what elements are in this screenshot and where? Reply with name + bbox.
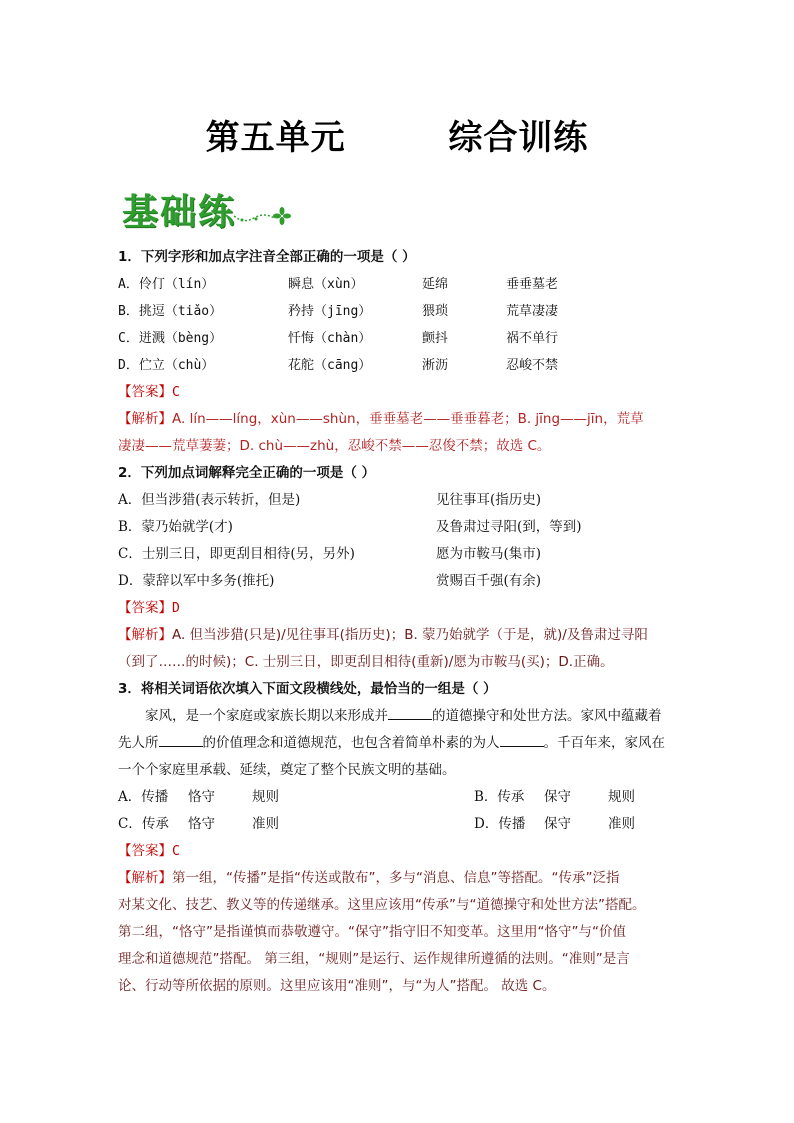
- q3-explanation: [118, 865, 708, 892]
- fill-blank-3[interactable]: [500, 730, 544, 747]
- answer-value: D: [172, 601, 180, 616]
- section-label: 基础练: [122, 192, 237, 233]
- q3-explanation-cont: 对某文化、技艺、教义等的传递继承。这里应该用“传承”与“道德操守和处世方法”搭配。: [118, 897, 646, 913]
- q3-option-row: [118, 811, 708, 838]
- q3-a-1: A．传播: [118, 789, 169, 805]
- q2-explanation-cont: （到了……的时候)；C. 士别三日，即更刮目相待(重新)/愿为市鞍马(买)；D.正确。: [118, 654, 614, 670]
- q1-option-row: [118, 352, 708, 379]
- passage-text: 的道德操守和处世方法。家风中蕴藏着: [432, 708, 662, 724]
- spacer: [394, 811, 474, 838]
- q1-a-2: 瞬息（xùn）: [288, 277, 364, 292]
- q2-b-1: B．蒙乃始就学(才): [118, 519, 233, 535]
- q3-a-2: 恪守: [188, 789, 215, 805]
- answer-value: C: [172, 844, 180, 859]
- answer-label: 【答案】: [118, 843, 172, 859]
- answer-value: C: [172, 385, 180, 400]
- passage-text: 。千百年来，家风在: [543, 735, 665, 751]
- q3-b-3: 规则: [608, 789, 635, 805]
- q1-explanation-cont: 凄凄——荒草萋萋；D. chù——zhù，忍峻不禁——忍俊不禁；故选 C。: [118, 438, 551, 454]
- q2-option-row: [118, 514, 708, 541]
- q3-option-row: [118, 784, 708, 811]
- passage-text: 的价值理念和道德规范，也包含着简单朴素的为人: [202, 735, 500, 751]
- q1-option-row: [118, 271, 708, 298]
- q2-c-1: C．士别三日，即更刮目相待(另，另外): [118, 546, 355, 562]
- q3-answer: [118, 838, 708, 865]
- q3-passage-line: [118, 730, 708, 757]
- q1-c-3: 颤抖: [422, 331, 449, 346]
- answer-label: 【答案】: [118, 384, 172, 400]
- q2-option-row: [118, 568, 708, 595]
- q1-d-3: 淅沥: [422, 358, 449, 373]
- q3-b-1: B．传承: [474, 789, 525, 805]
- q3-explanation-cont: 第二组，“恪守”是指谨慎而恭敬遵守。“保守”指守旧不知变革。这里用“恪守”与“价值: [118, 924, 626, 940]
- q3-passage-line: [118, 703, 708, 730]
- question-1-stem: 1．下列字形和加点字注音全部正确的一项是（ ）: [118, 249, 416, 265]
- vine-decoration-icon: [232, 204, 292, 228]
- page-title: 第五单元 综合训练: [205, 118, 589, 158]
- passage-text: 家风，是一个家庭或家族长期以来形成并: [145, 708, 388, 724]
- q1-d-4: 忍峻不禁: [506, 358, 559, 373]
- q3-a-3: 规则: [252, 789, 279, 805]
- answer-label: 【答案】: [118, 600, 172, 616]
- explain-label: 【解析】: [118, 411, 172, 427]
- explain-label: 【解析】: [118, 870, 172, 886]
- q3-b-2: 保守: [544, 789, 571, 805]
- q1-b-1: B．挑逗（tiǎo）: [118, 304, 223, 319]
- q1-a-3: 延绵: [422, 277, 449, 292]
- q1-explanation: [118, 406, 708, 433]
- explain-text: A. lín——líng，xùn——shùn，垂垂墓老——垂垂暮老；B. jīng——jīn，荒草: [172, 411, 644, 427]
- q3-d-2: 保守: [544, 816, 571, 832]
- q1-c-4: 祸不单行: [506, 331, 559, 346]
- q2-d-2: 赏赐百千强(有余): [436, 573, 542, 589]
- q1-a-1: A．伶仃（lín）: [118, 277, 215, 292]
- explain-label: 【解析】: [118, 627, 172, 643]
- q1-d-1: D．伫立（chù）: [118, 358, 215, 373]
- q2-answer: [118, 595, 708, 622]
- q1-option-row: [118, 325, 708, 352]
- q3-c-1: C．传承: [118, 816, 169, 832]
- fill-blank-1[interactable]: [388, 703, 432, 720]
- q2-a-1: A．但当涉猎(表示转折，但是): [118, 492, 301, 508]
- fill-blank-2[interactable]: [159, 730, 203, 747]
- q3-d-1: D．传播: [474, 816, 526, 832]
- explain-text: A. 但当涉猎(只是)/见往事耳(指历史)；B. 蒙乃始就学（于是，就)/及鲁肃过寻阳: [172, 627, 648, 643]
- q3-explanation-cont: 理念和道德规范”搭配。 第三组，“规则”是运行、运作规律所遵循的法则。“准则”是言: [118, 951, 630, 967]
- q2-option-row: [118, 487, 708, 514]
- passage-text: 先人所: [118, 735, 159, 751]
- q2-explanation: [118, 622, 708, 649]
- q1-c-1: C．迸溅（bèng）: [118, 331, 223, 346]
- q1-b-4: 荒草凄凄: [506, 304, 559, 319]
- explain-text: 第一组，“传播”是指“传送或散布”，多与“消息、信息”等搭配。“传承”泛指: [172, 870, 620, 886]
- q3-explanation-cont: 论、行动等所依据的原则。这里应该用“准则”，与“为人”搭配。 故选 C。: [118, 978, 556, 994]
- question-3-stem: 3．将相关词语依次填入下面文段横线处，最恰当的一组是（ ）: [118, 681, 497, 697]
- q2-b-2: 及鲁肃过寻阳(到，等到): [436, 519, 582, 535]
- q3-c-2: 恪守: [188, 816, 215, 832]
- q1-b-3: 猥琐: [422, 304, 449, 319]
- q3-d-3: 准则: [608, 816, 635, 832]
- q3-passage-line: 一个个家庭里承载、延续，奠定了整个民族文明的基础。: [118, 762, 456, 778]
- q1-a-4: 垂垂墓老: [506, 277, 559, 292]
- q2-a-2: 见往事耳(指历史): [436, 492, 542, 508]
- section-heading: [120, 182, 320, 238]
- q1-answer: [118, 379, 708, 406]
- q1-d-2: 花舵（cāng）: [288, 358, 372, 373]
- q2-c-2: 愿为市鞍马(集市): [436, 546, 542, 562]
- q2-d-1: D．蒙辞以军中多务(推托): [118, 573, 275, 589]
- q1-c-2: 忏悔（chàn）: [288, 331, 372, 346]
- q1-b-2: 矜持（jīng）: [288, 304, 372, 319]
- q2-option-row: [118, 541, 708, 568]
- question-2-stem: 2．下列加点词解释完全正确的一项是（ ）: [118, 465, 376, 481]
- q3-c-3: 准则: [252, 816, 279, 832]
- exercise-content: [118, 244, 708, 1000]
- spacer: [394, 784, 474, 811]
- q1-option-row: [118, 298, 708, 325]
